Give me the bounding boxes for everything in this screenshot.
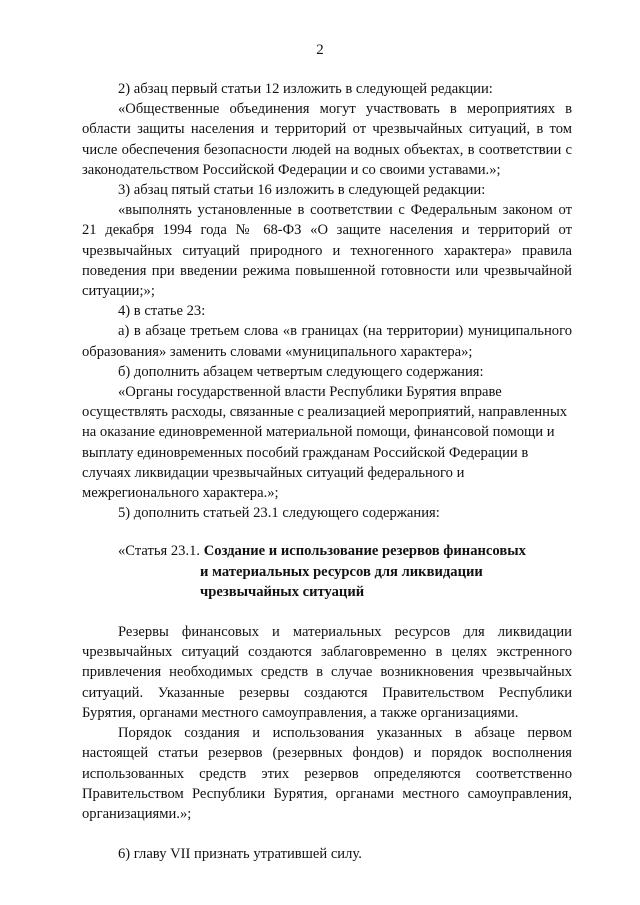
amendment-item-3: 3) абзац пятый статьи 16 изложить в следующей редакции: bbox=[118, 182, 486, 199]
amendment-item-4b: б) дополнить абзацем четвертым следующего содержания: bbox=[118, 363, 484, 380]
quoted-text-article-12: «Общественные объединения могут участвовать в мероприятиях в области защиты населения и территорий от чрезвычайных ситуаций, в том числе обеспечения безопасности людей на водных объектах, в соответствии с законодательством Российской Федерации и со своими уставами.»; bbox=[82, 101, 572, 178]
article-title-line-1: Создание и использование резервов финансовых bbox=[203, 543, 526, 560]
amendment-item-5: 5) дополнить статьей 23.1 следующего содержания: bbox=[118, 505, 440, 522]
amendment-item-4a: а) в абзаце третьем слова «в границах (на территории) муниципального образования» заменить словами «муниципального характера»; bbox=[82, 323, 572, 360]
article-heading bbox=[82, 541, 572, 561]
quoted-text-article-23: «Органы государственной власти Республики Бурятия вправе осуществлять расходы, связанные с реализацией мероприятий, направленных на оказание единовременной материальной помощи, финансовой помощи и выплату единовременных пособий гражданам Российской Федерации в случаях ликвидации чрезвычайных ситуаций федерального и межрегионального характера.»; bbox=[82, 384, 568, 502]
page-number: 2 bbox=[316, 42, 324, 58]
article-paragraph-2: Порядок создания и использования указанных в абзаце первом настоящей статьи резервов (резервных фондов) и порядок восполнения использованных средств этих резервов определяются соответственно Правительством Республики Бурятия, органами местного самоуправления, организациями.»; bbox=[82, 725, 572, 822]
amendment-item-4: 4) в статье 23: bbox=[118, 303, 206, 320]
quoted-text-article-16: «выполнять установленные в соответствии с Федеральным законом от 21 декабря 1994 года № 68-ФЗ «О защите населения и территорий от чрезвычайных ситуаций природного и техногенного характера» правила поведения при введении режима повышенной готовности или чрезвычайной ситуации;»; bbox=[82, 202, 572, 300]
article-prefix: «Статья 23.1. bbox=[118, 543, 201, 560]
article-paragraph-1: Резервы финансовых и материальных ресурсов для ликвидации чрезвычайных ситуаций создаются заблаговременно в целях экстренного привлечения необходимых средств в случае возникновения чрезвычайных ситуаций. Указанные резервы создаются Правительством Республики Бурятия, органами местного самоуправления, а также организациями. bbox=[82, 624, 572, 721]
amendment-item-2: 2) абзац первый статьи 12 изложить в следующей редакции: bbox=[118, 81, 493, 97]
document-body bbox=[82, 79, 572, 864]
article-title-line-3: чрезвычайных ситуаций bbox=[200, 583, 365, 600]
article-title-line-2: и материальных ресурсов для ликвидации bbox=[200, 563, 483, 580]
amendment-item-6: 6) главу VII признать утратившей силу. bbox=[118, 846, 362, 863]
